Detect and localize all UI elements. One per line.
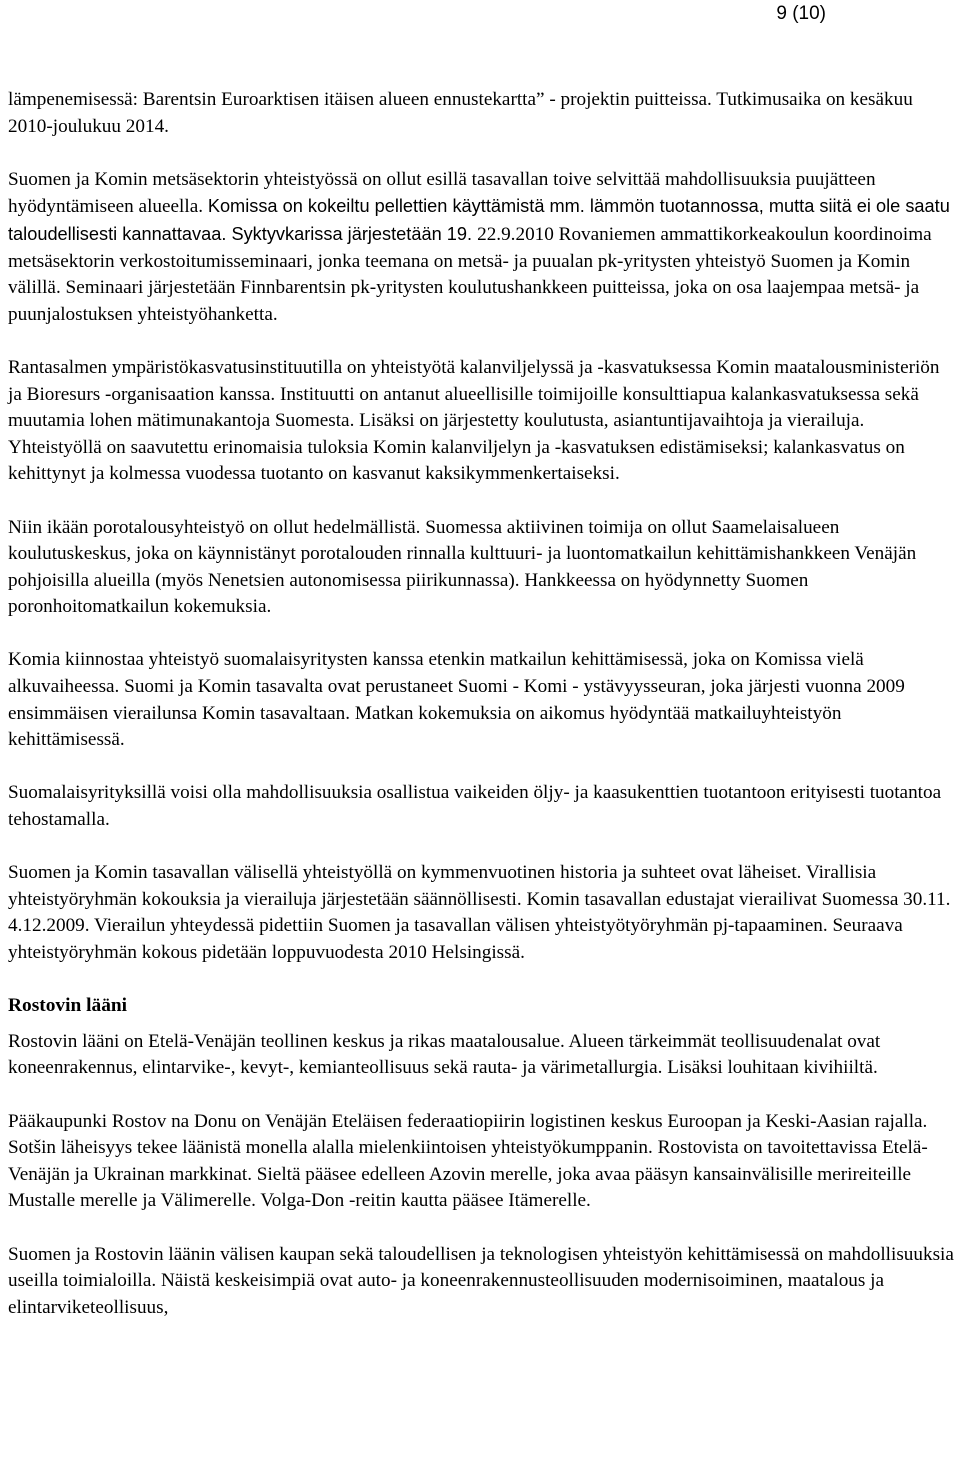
paragraph-oil-gas: [8, 780, 958, 833]
paragraph-text: 22.9.2010 Rovaniemen ammattikorkeakoulun koordinoima metsäsektorin verkostoitumisseminaari, jonka teemana on metsä- ja puualan pk-yritysten yhteistyö Suomen ja Komin välillä. Seminaari järjestetään Finnbarentsin pk-yritysten koulutushankkeen puitteissa, joka on osa laajempaa metsä- ja puunjalostuksen yhteistyöhanketta.: [8, 223, 932, 325]
paragraph-rostov-industry: Rostovin lääni on Etelä-Venäjän teollinen keskus ja rikas maatalousalue. Alueen tärkeimmät teollisuudenalat ovat koneenrakennus, elintarvike-, kevyt-, kemianteollisuus sekä rauta- ja värimetallurgia. Lisäksi louhitaan kivihiiltä.: [8, 1030, 881, 1079]
section-heading: Rostovin lääni: [8, 995, 128, 1017]
paragraph-tourism: [8, 647, 958, 753]
paragraph-forestry-cooperation: [8, 167, 958, 329]
paragraph-rostov-trade: Suomen ja Rostovin läänin välisen kaupan sekä taloudellisen ja teknologisen yhteistyön kehittämisessä on mahdollisuuksia useilla toimialoilla. Näistä keskeisimpiä ovat auto- ja koneenrakennusteollisuuden modernisoiminen, maatalous ja elintarviketeollisuus,: [8, 1243, 954, 1318]
paragraph-text: Suomen ja Komin tasavallan välisellä yhteistyöllä on kymmenvuotinen historia ja suhteet ovat läheiset. Virallisia yhteistyöryhmän kokouksia ja vierailuja järjestetään säännöllisesti. Komin tasavallan edustajat vierailivat Suomessa 30.11. 4.12.2009. Vierailun yhteydessä pidettiin Suomen ja tasavallan välisen yhteistyötyöryhmän pj-tapaaminen. Seuraava yhteistyöryhmän kokous pidetään loppuvuodesta 2010 Helsingissä.: [8, 862, 951, 963]
paragraph-text: Suomen ja Komin metsäsektorin yhteistyössä on ollut esillä tasavallan toive selvittää mahdollisuuksia puujätteen hyödyntämiseen alueella.: [8, 168, 876, 218]
paragraph-text: lämpenemisessä: Barentsin Euroarktisen itäisen alueen ennustekartta” - projektin puitteissa. Tutkimusaika on kesäkuu 2010-joulukuu 2014.: [8, 89, 913, 137]
paragraph-text-sans: Komissa on kokeiltu pellettien käyttämistä mm. lämmön tuotannossa, mutta siitä ei ole saatu taloudellisesti kannattavaa. Syktyvkarissa järjestetään 19.: [8, 196, 950, 244]
paragraph-text: Suomalaisyrityksillä voisi olla mahdollisuuksia osallistua vaikeiden öljy- ja kaasukenttien tuotantoon erityisesti tuotantoa tehostamalla.: [8, 782, 942, 831]
paragraph-fish-farming: [8, 355, 958, 488]
paragraph-rostov-capital: Pääkaupunki Rostov na Donu on Venäjän Eteläisen federaatiopiirin logistinen keskus Euroopan ja Keski-Aasian rajalla. Sotšin läheisyys tekee läänistä monella alalla mielenkiintoisen yhteistyökumppanin. Rostovista on tavoitettavissa Etelä-Venäjän ja Ukrainan markkinat. Sieltä pääsee edelleen Azovin merelle, joka avaa pääsyn kansainvälisille merireiteille Mustalle merelle ja Välimerelle. Volga-Don -reitin kautta pääsee Itämerelle.: [8, 1110, 928, 1212]
paragraph-reindeer-husbandry: [8, 515, 958, 621]
paragraph-text: Niin ikään porotalousyhteistyö on ollut hedelmällistä. Suomessa aktiivinen toimija on ollut Saamelaisalueen koulutuskeskus, joka on käynnistänyt porotalouden rinnalla kulttuuri- ja luontomatkailun kehittämishankkeen Venäjän pohjoisilla alueilla (myös Nenetsien autonomisessa piirikunnassa). Hankkeessa on hyödynnetty Suomen poronhoitomatkailun kokemuksia.: [8, 516, 917, 618]
paragraph-text: Rantasalmen ympäristökasvatusinstituutilla on yhteistyötä kalanviljelyssä ja -kasvatuksessa Komin maatalousministeriön ja Bioresurs -organisaation kanssa. Instituutti on antanut alueellisille toimijoille konsulttiapua kalankasvatuksessa sekä muutamia lohen mätimunakantoja Suomesta. Lisäksi on järjestetty koulutusta, asiantuntijavaihtoja ja vierailuja. Yhteistyöllä on saavutettu erinomaisia tuloksia Komin kalanviljelyn ja -kasvatuksen edistämiseksi; kalankasvatus on kehittynyt ja kolmessa vuodessa tuotanto on kasvanut kaksikymmenkertaiseksi.: [8, 356, 940, 485]
paragraph-official-cooperation: [8, 860, 958, 966]
paragraph-research-period: [8, 87, 958, 140]
page-number: 9 (10): [776, 3, 826, 24]
paragraph-text: Komia kiinnostaa yhteistyö suomalaisyritysten kanssa etenkin matkailun kehittämisessä, joka on Komissa vielä alkuvaiheessa. Suomi ja Komin tasavalta ovat perustaneet Suomi - Komi - ystävyysseuran, joka järjesti vuonna 2009 ensimmäisen vierailunsa Komin tasavaltaan. Matkan kokemuksia on aikomus hyödyntää matkailuyhteistyön kehittämisessä.: [8, 649, 905, 751]
document-body: [8, 87, 958, 1348]
